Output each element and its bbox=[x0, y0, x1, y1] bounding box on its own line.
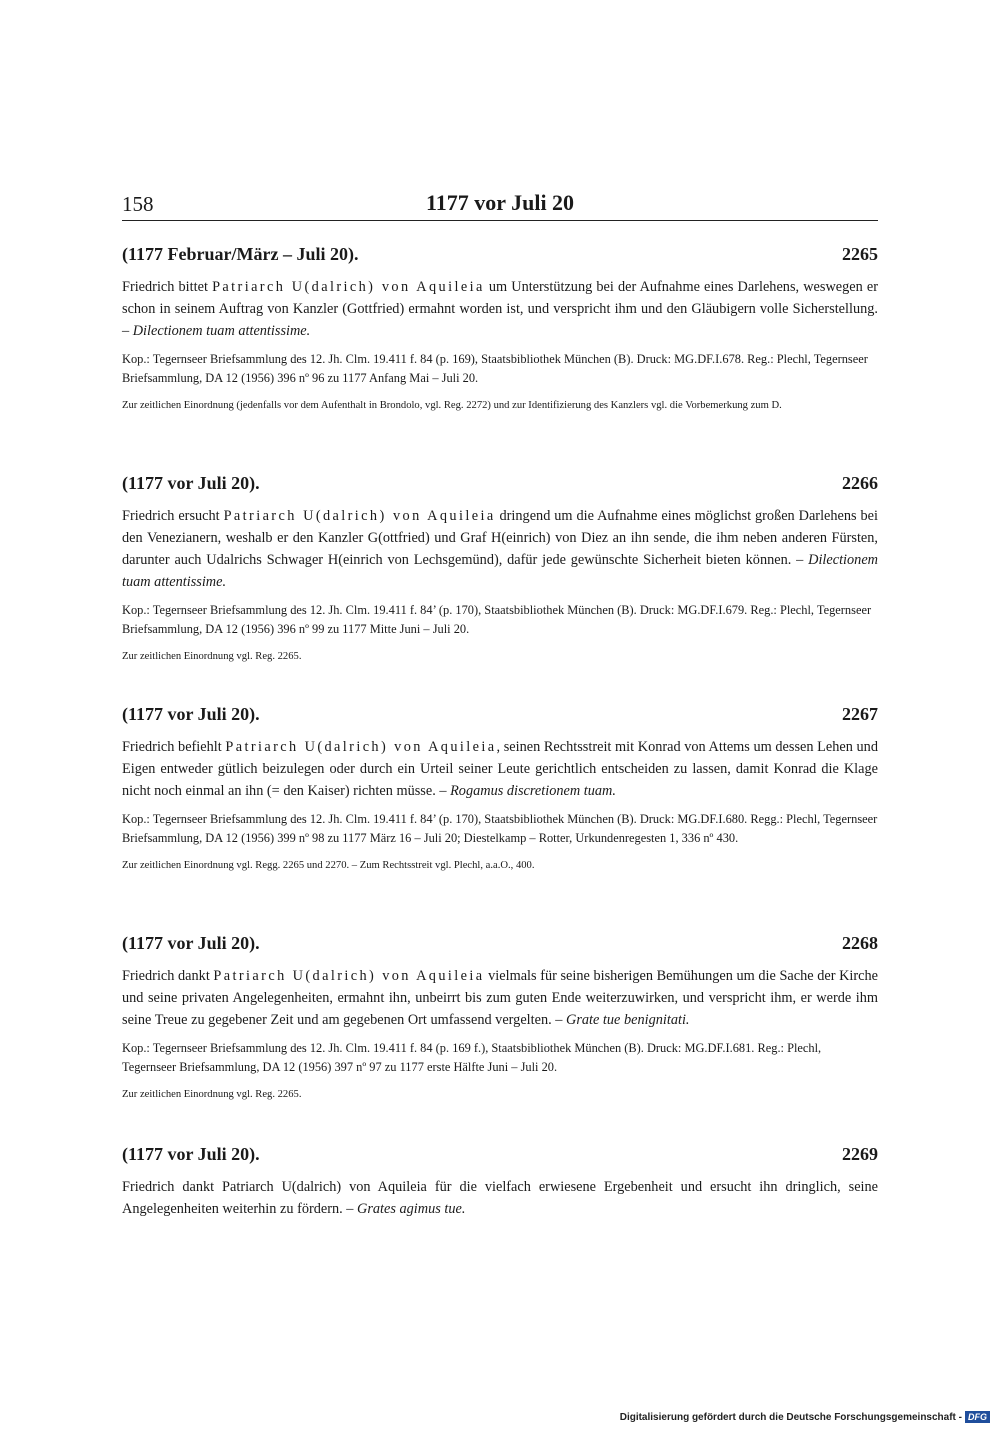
entry-date: (1177 Februar/März – Juli 20). bbox=[122, 244, 359, 264]
entry-heading bbox=[122, 473, 878, 497]
incipit: Grate tue benignitati. bbox=[566, 1012, 690, 1028]
entry-number: 2267 bbox=[842, 704, 878, 724]
addressee-name: Patriarch U(dalrich) von Aquileia bbox=[213, 968, 485, 984]
entry-summary bbox=[122, 1176, 878, 1220]
regest-entry-2268 bbox=[122, 933, 878, 1104]
entry-sources: Kop.: Tegernseer Briefsammlung des 12. Jh. Clm. 19.411 f. 84’ (p. 170), Staatsbibliothek München (B). Druck: MG.DF.I.680. Regg.: Plechl, Tegernseer Briefsammlung, DA 12 (1956) 399 nº 98 zu 1177 März 16 – Juli 20; Diestelkamp – Rotter, Urkundenregesten 1, 336 nº 430. bbox=[122, 812, 878, 845]
entry-summary bbox=[122, 965, 878, 1031]
summary-text: Friedrich ersucht bbox=[122, 508, 224, 524]
incipit: Dilectionem tuam attentissime. bbox=[132, 323, 311, 339]
entry-sources: Kop.: Tegernseer Briefsammlung des 12. Jh. Clm. 19.411 f. 84 (p. 169), Staatsbibliothek München (B). Druck: MG.DF.I.678. Reg.: Plechl, Tegernseer Briefsammlung, DA 12 (1956) 396 nº 96 zu 1177 Anfang Mai – Juli 20. bbox=[122, 352, 868, 385]
entry-summary bbox=[122, 276, 878, 342]
summary-text: Friedrich dankt bbox=[122, 968, 214, 984]
entry-summary bbox=[122, 505, 878, 593]
entry-date: (1177 vor Juli 20). bbox=[122, 704, 260, 724]
entry-number: 2266 bbox=[842, 473, 878, 493]
addressee-name: Patriarch U(dalrich) von Aquileia bbox=[225, 739, 497, 755]
entry-heading bbox=[122, 244, 878, 268]
digitization-footer bbox=[620, 1411, 990, 1423]
summary-text: vielmals für seine bisherigen Bemühungen um die Sache der Kirche und seine privaten Angelegenheiten, ermahnt ihn, unbeirrt bis zum guten Ende weiterzuwirken, und verspricht ihm, er werde ihm seine Treue zu gegebener Zeit und am gegebenen Ort umfassend vergelten. – bbox=[122, 968, 879, 1028]
entry-sources: Kop.: Tegernseer Briefsammlung des 12. Jh. Clm. 19.411 f. 84 (p. 169 f.), Staatsbibliothek München (B). Druck: MG.DF.I.681. Reg.: Plechl, Tegernseer Briefsammlung, DA 12 (1956) 397 nº 97 zu 1177 erste Hälfte Juni – Juli 20. bbox=[122, 1041, 822, 1074]
entry-sources: Kop.: Tegernseer Briefsammlung des 12. Jh. Clm. 19.411 f. 84’ (p. 170), Staatsbibliothek München (B). Druck: MG.DF.I.679. Reg.: Plechl, Tegernseer Briefsammlung, DA 12 (1956) 396 nº 99 zu 1177 Mitte Juni – Juli 20. bbox=[122, 603, 872, 636]
regest-entry-2266 bbox=[122, 473, 878, 666]
summary-text: , seinen Rechtsstreit mit Konrad von Attems um dessen Lehen und Eigen entweder gütlich beizulegen oder durch ein Urteil seiner Leute gerichtlich entscheiden zu lassen, damit Konrad die Klage nicht noch einmal an ihn (= den Kaiser) richten müsse. – bbox=[122, 739, 878, 799]
summary-text: dringend um die Aufnahme eines möglichst großen Darlehens bei den Venezianern, weshalb er den Kanzler G(ottfried) und Graf H(einrich) von Diez an ihn sende, die ihm neben anderen Fürsten, darunter auch Udalrichs Schwager H(einrich von Lechsgemünd), dafür jede gewünschte Sicherheit bieten können. – bbox=[122, 508, 878, 568]
entry-number: 2265 bbox=[842, 244, 878, 264]
entry-summary bbox=[122, 736, 878, 802]
incipit: Dilectionem tuam attentissime. bbox=[122, 552, 878, 590]
entry-note: Zur zeitlichen Einordnung vgl. Regg. 2265 und 2270. – Zum Rechtsstreit vgl. Plechl, a.a.O., 400. bbox=[122, 860, 535, 871]
summary-text: Friedrich dankt Patriarch U(dalrich) von Aquileia für die vielfach erwiesene Ergebenheit und ersucht ihn dringlich, seine Angelegenheiten weiterhin zu fördern. – bbox=[122, 1179, 878, 1217]
regest-entry-2269 bbox=[122, 1144, 878, 1229]
addressee-name: Patriarch U(dalrich) von Aquileia bbox=[223, 508, 496, 524]
page-header bbox=[122, 190, 878, 221]
addressee-name: Patriarch U(dalrich) von Aquileia bbox=[212, 279, 485, 295]
footer-text: Digitalisierung gefördert durch die Deutsche Forschungsgemeinschaft - bbox=[619, 1411, 962, 1423]
page-number: 158 bbox=[122, 192, 154, 216]
entry-number: 2269 bbox=[842, 1144, 878, 1164]
entry-note: Zur zeitlichen Einordnung (jedenfalls vor dem Aufenthalt in Brondolo, vgl. Reg. 2272) und zur Identifizierung des Kanzlers vgl. die Vorbemerkung zum D. bbox=[122, 400, 782, 411]
incipit: Grates agimus tue. bbox=[357, 1201, 466, 1217]
entry-heading bbox=[122, 1144, 878, 1168]
entry-number: 2268 bbox=[842, 933, 878, 953]
entry-date: (1177 vor Juli 20). bbox=[122, 1144, 260, 1164]
summary-text: Friedrich befiehlt bbox=[122, 739, 226, 755]
entry-note: Zur zeitlichen Einordnung vgl. Reg. 2265. bbox=[122, 1089, 302, 1100]
entry-heading bbox=[122, 933, 878, 957]
running-head: 1177 vor Juli 20 bbox=[425, 190, 575, 215]
dfg-logo-icon: DFG bbox=[965, 1411, 990, 1423]
incipit: Rogamus discretionem tuam. bbox=[450, 783, 616, 799]
entry-heading bbox=[122, 704, 878, 728]
entry-date: (1177 vor Juli 20). bbox=[122, 933, 260, 953]
summary-text: um Unterstützung bei der Aufnahme eines Darlehens, weswegen er schon in seinem Auftrag von Kanzler (Gottfried) ermahnt worden ist, und verspricht ihm und den Gläubigern volle Sicherstellung. – bbox=[122, 279, 879, 339]
regest-entry-2265 bbox=[122, 244, 878, 415]
entry-date: (1177 vor Juli 20). bbox=[122, 473, 260, 493]
summary-text: Friedrich bittet bbox=[122, 279, 213, 295]
regest-entry-2267 bbox=[122, 704, 878, 875]
entry-note: Zur zeitlichen Einordnung vgl. Reg. 2265. bbox=[122, 651, 302, 662]
